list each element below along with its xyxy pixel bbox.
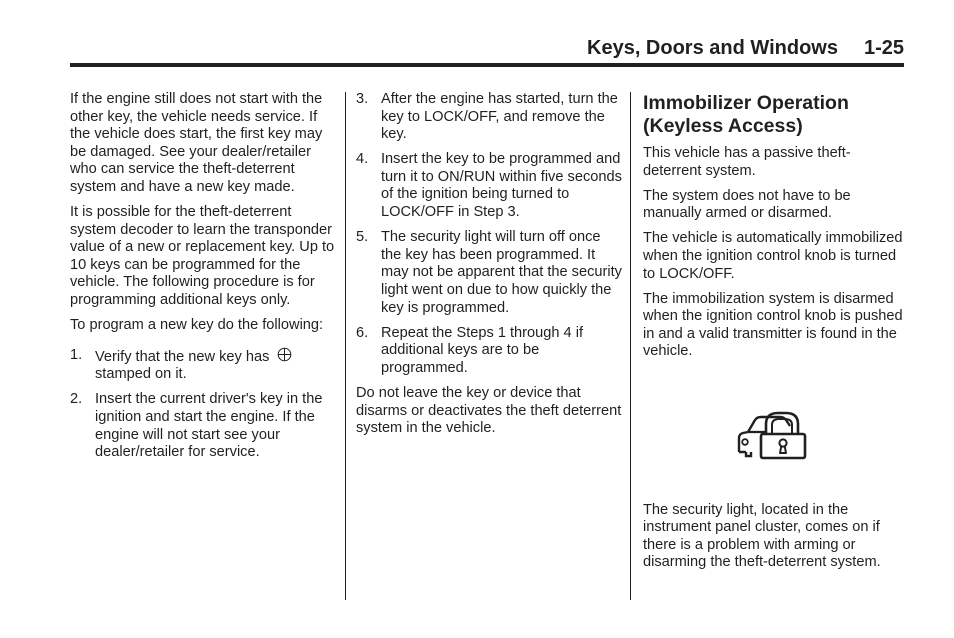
step-number: 6. — [356, 324, 369, 341]
column-divider — [630, 92, 631, 600]
step-text: Verify that the new key has — [95, 348, 270, 365]
paragraph: The immobilization system is disarmed when the ignition control knob is pushed in and a valid transmitter is found in the vehicle. — [643, 290, 903, 360]
step-list — [70, 347, 335, 462]
page-number: 1-25 — [863, 37, 904, 59]
step-list — [356, 91, 622, 377]
paragraph: To program a new key do the following: — [70, 317, 324, 334]
step-text: Insert the current driver's key in the ignition and start the engine. If the engine will not start see your dealer/retailer for service. — [95, 391, 323, 461]
column-middle — [356, 91, 622, 445]
paragraph: The security light, located in the instrument panel cluster, comes on if there is a problem with arming or disarming the theft-deterrent system. — [643, 501, 881, 571]
step-number: 5. — [356, 229, 369, 246]
paragraph: The system does not have to be manually armed or disarmed. — [643, 187, 851, 222]
step-number: 2. — [70, 391, 83, 408]
step-number: 4. — [356, 151, 369, 168]
step-number: 3. — [356, 91, 369, 107]
column-right — [643, 91, 905, 579]
paragraph: Do not leave the key or device that disarms or deactivates the theft deterrent system in the vehicle. — [356, 384, 622, 437]
header-rule — [70, 63, 904, 67]
step-text: stamped on it. — [95, 366, 187, 383]
paragraph: If the engine still does not start with the other key, the vehicle needs service. If the vehicle does start, the first key may be damaged. See your dealer/retailer who can service the theft-deterrent system and have a new key made. — [70, 91, 323, 195]
list-item — [356, 91, 622, 144]
step-text: Repeat the Steps 1 through 4 if additional keys are to be programmed. — [381, 324, 584, 376]
list-item — [70, 347, 335, 384]
column-left — [70, 91, 335, 469]
section-heading: Immobilizer Operation (Keyless Access) — [643, 92, 849, 137]
list-item — [356, 325, 622, 378]
column-divider — [345, 92, 346, 600]
paragraph: The vehicle is automatically immobilized when the ignition control knob is turned to LOCK/OFF. — [643, 230, 903, 282]
list-item — [356, 229, 622, 317]
icon-figure — [643, 369, 905, 502]
step-text: After the engine has started, turn the key to LOCK/OFF, and remove the key. — [381, 91, 618, 143]
paragraph: This vehicle has a passive theft-deterrent system. — [643, 145, 851, 179]
step-text: The security light will turn off once the key has been programmed. It may not be apparent that the security light went on due to how quickly the key is programmed. — [381, 229, 622, 316]
key-mark-icon — [277, 347, 292, 362]
section-title: Keys, Doors and Windows — [587, 37, 838, 59]
paragraph: It is possible for the theft-deterrent system decoder to learn the transponder value of a new or replacement key. Up to 10 keys can be programmed for the vehicle. The following procedure is for programming additional keys only. — [70, 204, 335, 309]
security-light-icon — [736, 410, 810, 460]
step-text: Insert the key to be programmed and turn it to ON/RUN within five seconds of the ignition being turned to LOCK/OFF in Step 3. — [381, 151, 622, 221]
list-item — [356, 151, 622, 221]
step-number: 1. — [70, 346, 83, 363]
list-item — [70, 391, 335, 461]
page-header — [560, 37, 904, 63]
